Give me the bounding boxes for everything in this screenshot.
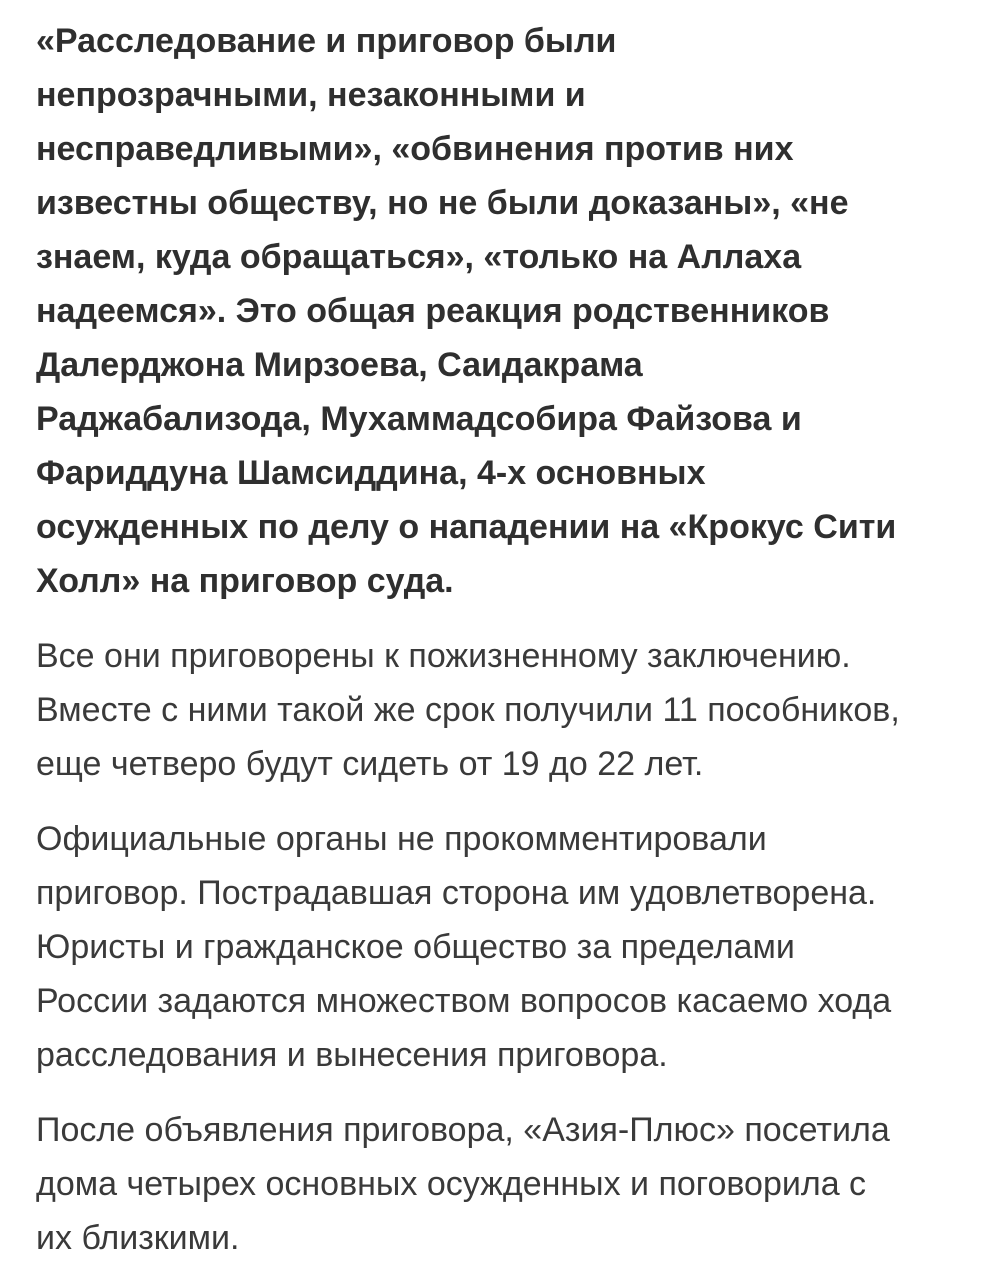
lead-line: осужденных по делу о нападении на «Крокус Сити	[36, 508, 897, 546]
lead-line: надеемся». Это общая реакция родственников	[36, 292, 830, 330]
paragraph-line: их близкими.	[36, 1219, 240, 1257]
paragraph-line: России задаются множеством вопросов касаемо хода	[36, 982, 892, 1020]
lead-line: непрозрачными, незаконными и	[36, 76, 586, 114]
paragraph-line: расследования и вынесения приговора.	[36, 1036, 668, 1074]
article-body	[36, 14, 900, 1286]
paragraph-line: еще четверо будут сидеть от 19 до 22 лет.	[36, 745, 704, 783]
article-lead	[36, 14, 900, 608]
paragraph-line: Официальные органы не прокомментировали	[36, 820, 767, 858]
lead-line: известны обществу, но не были доказаны», «не	[36, 184, 849, 222]
paragraph-line: дома четырех основных осужденных и поговорила с	[36, 1165, 867, 1203]
paragraph-line: После объявления приговора, «Азия-Плюс» посетила	[36, 1111, 890, 1149]
lead-line: Раджабализода, Мухаммадсобира Файзова и	[36, 400, 802, 438]
paragraph-sentences	[36, 629, 900, 791]
paragraph-line: Вместе с ними такой же срок получили 11 пособников,	[36, 691, 900, 729]
paragraph-line: Все они приговорены к пожизненному заключению.	[36, 637, 851, 675]
paragraph-reactions	[36, 812, 900, 1082]
lead-line: Холл» на приговор суда.	[36, 562, 454, 600]
lead-line: «Расследование и приговор были	[36, 22, 617, 60]
lead-line: Далерджона Мирзоева, Саидакрама	[36, 346, 643, 384]
lead-line: Фариддуна Шамсиддина, 4-х основных	[36, 454, 706, 492]
paragraph-line: Юристы и гражданское общество за пределами	[36, 928, 795, 966]
lead-line: несправедливыми», «обвинения против них	[36, 130, 794, 168]
paragraph-line: приговор. Пострадавшая сторона им удовлетворена.	[36, 874, 877, 912]
paragraph-visit	[36, 1103, 900, 1265]
lead-line: знаем, куда обращаться», «только на Аллаха	[36, 238, 802, 276]
